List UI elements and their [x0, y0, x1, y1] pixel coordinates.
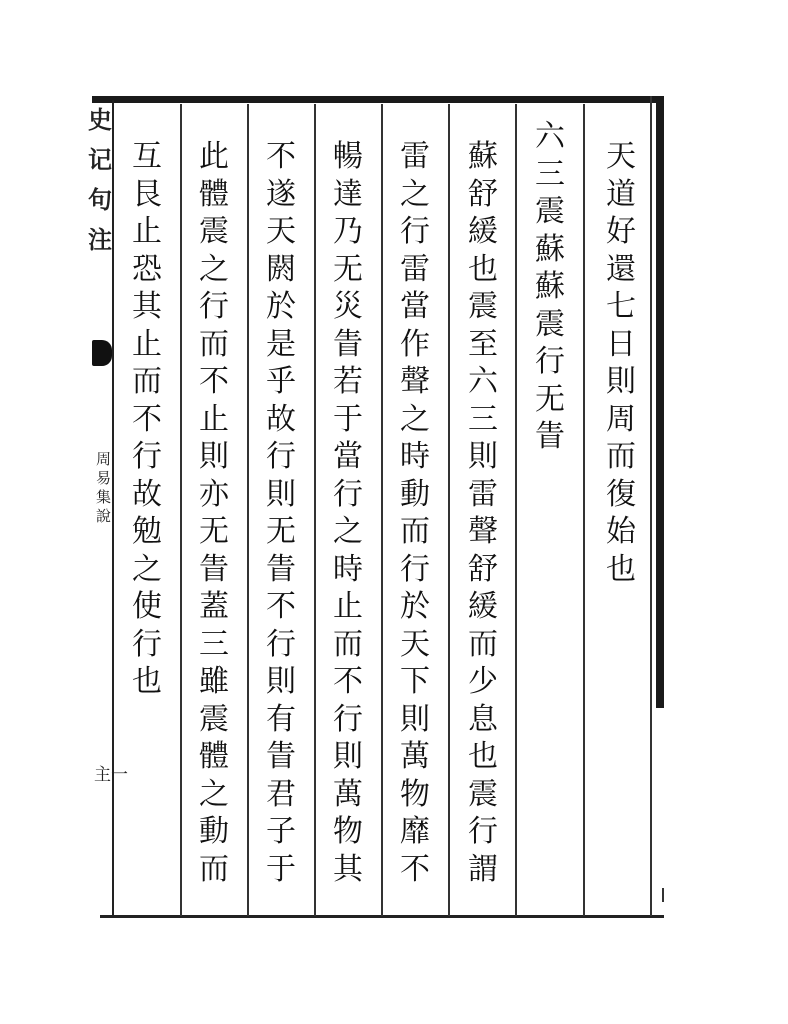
column-rule [448, 104, 450, 916]
column-rule [247, 104, 249, 916]
text-column-4: 雷 之 行 雷 當 作 聲 之 時 動 而 行 於 天 下 則 萬 物 靡 不 [400, 139, 430, 887]
margin-title: 史 记 句 注 [88, 105, 112, 254]
column-rule [381, 104, 383, 916]
frame-top-border [92, 96, 664, 103]
text-column-8: 互 艮 止 恐 其 止 而 不 行 故 勉 之 使 行 也 [132, 139, 162, 699]
frame-right-inner-rule [650, 96, 652, 916]
column-rule [515, 104, 517, 916]
text-column-6: 不 遂 天 閼 於 是 乎 故 行 則 无 眚 不 行 則 有 眚 君 子 于 [266, 139, 296, 887]
column-rule [583, 104, 585, 916]
text-column-3: 蘇 舒 緩 也 震 至 六 三 則 雷 聲 舒 緩 而 少 息 也 震 行 謂 [468, 139, 498, 887]
column-rule [180, 104, 182, 916]
fish-tail-mark [92, 340, 112, 366]
edge-mark [662, 888, 664, 902]
page-number: 主一 [94, 765, 128, 785]
column-rule [314, 104, 316, 916]
text-column-7: 此 體 震 之 行 而 不 止 則 亦 无 眚 蓋 三 雖 震 體 之 動 而 [199, 139, 229, 887]
frame-left-border [112, 100, 114, 918]
text-column-5: 暢 達 乃 无 災 眚 若 于 當 行 之 時 止 而 不 行 則 萬 物 其 [333, 139, 363, 887]
book-title: 周 易 集 說 [96, 450, 112, 525]
text-column-2: 六 三 震 蘇 蘇 震 行 无 眚 [535, 119, 565, 454]
text-column-1: 天 道 好 還 七 日 則 周 而 復 始 也 [606, 139, 636, 587]
frame-right-border [656, 96, 664, 708]
